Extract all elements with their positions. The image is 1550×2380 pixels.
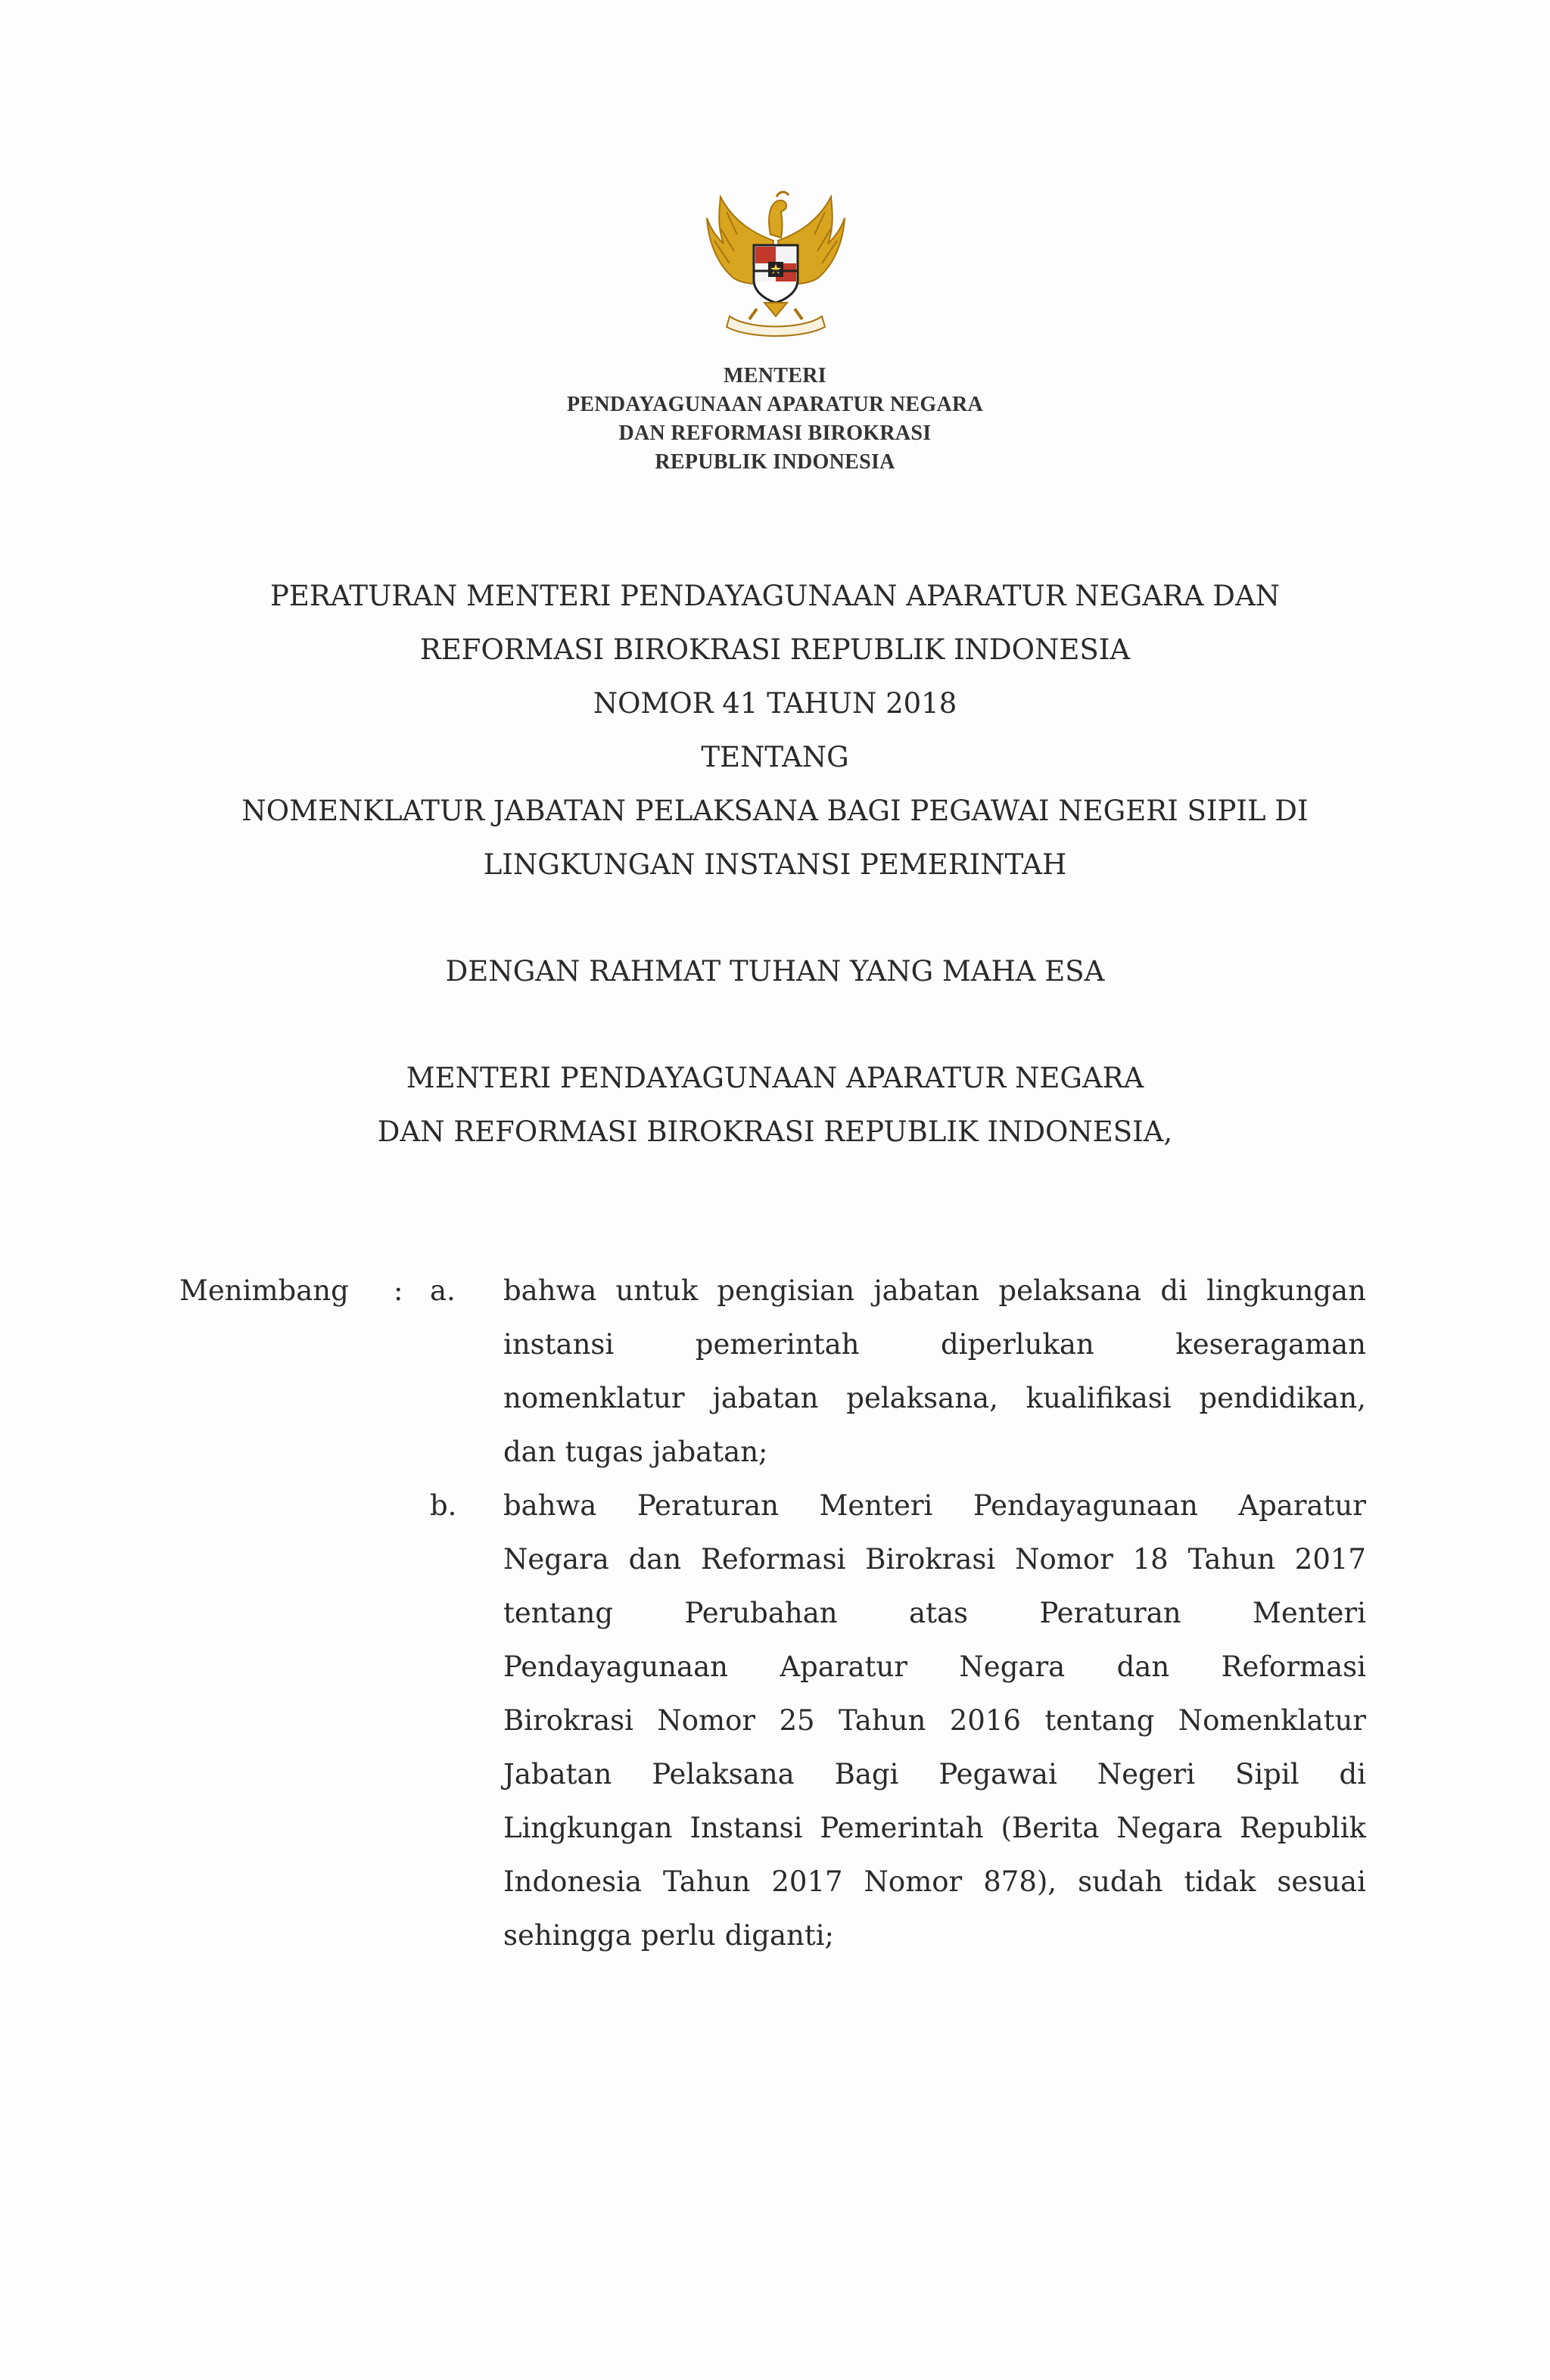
item-text-line: nomenklatur jabatan pelaksana, kualifikasi pendidikan, — [503, 1382, 1366, 1414]
item-text-line: Indonesia Tahun 2017 Nomor 878), sudah tidak sesuai — [503, 1865, 1366, 1898]
regulation-title-line: REFORMASI BIROKRASI REPUBLIK INDONESIA — [419, 633, 1131, 666]
regulation-number: NOMOR 41 TAHUN 2018 — [593, 687, 957, 720]
issuer-line: MENTERI PENDAYAGUNAAN APARATUR NEGARA — [406, 1062, 1144, 1094]
invocation: DENGAN RAHMAT TUHAN YANG MAHA ESA — [445, 955, 1105, 988]
item-text-line: bahwa Peraturan Menteri Pendayagunaan Aparatur — [503, 1489, 1366, 1522]
item-text-line: tentang Perubahan atas Peraturan Menteri — [503, 1597, 1366, 1629]
letterhead-line: PENDAYAGUNAAN APARATUR NEGARA — [566, 393, 984, 416]
issuer-line: DAN REFORMASI BIROKRASI REPUBLIK INDONESIA, — [377, 1115, 1173, 1148]
item-text-line: instansi pemerintah diperlukan keseragaman — [503, 1328, 1366, 1361]
letterhead-line: MENTERI — [724, 364, 826, 387]
letterhead-line: REPUBLIK INDONESIA — [655, 450, 895, 474]
item-text-line: Negara dan Reformasi Birokrasi Nomor 18 Tahun 2017 — [503, 1543, 1366, 1576]
considering-label: Menimbang — [179, 1274, 349, 1307]
item-text-line: sehingga perlu diganti; — [503, 1919, 835, 1952]
item-letter-b: b. — [430, 1489, 457, 1522]
regulation-subject-line: NOMENKLATUR JABATAN PELAKSANA BAGI PEGAWAI NEGERI SIPIL DI — [241, 795, 1309, 827]
item-text-line: Lingkungan Instansi Pemerintah (Berita Negara Republik — [503, 1812, 1366, 1844]
item-text-line: Birokrasi Nomor 25 Tahun 2016 tentang Nomenklatur — [503, 1704, 1366, 1737]
considering-item-a — [503, 1264, 1366, 1479]
considering-item-b — [503, 1479, 1366, 1962]
garuda-emblem-icon — [704, 182, 848, 341]
item-text-line: bahwa untuk pengisian jabatan pelaksana di lingkungan — [503, 1274, 1366, 1307]
item-text-line: Pendayagunaan Aparatur Negara dan Reformasi — [503, 1650, 1366, 1683]
regulation-title-block — [0, 569, 1550, 1159]
item-letter-a: a. — [430, 1274, 456, 1307]
letterhead-line: DAN REFORMASI BIROKRASI — [618, 422, 932, 445]
ministry-letterhead — [0, 362, 1550, 477]
item-text-line: Jabatan Pelaksana Bagi Pegawai Negeri Sipil di — [503, 1758, 1366, 1790]
regulation-subject-line: LINGKUNGAN INSTANSI PEMERINTAH — [483, 848, 1067, 881]
item-text-line: dan tugas jabatan; — [503, 1436, 768, 1468]
considering-colon: : — [394, 1274, 403, 1307]
regulation-title-line: PERATURAN MENTERI PENDAYAGUNAAN APARATUR NEGARA DAN — [269, 580, 1281, 612]
regulation-about: TENTANG — [701, 741, 849, 773]
